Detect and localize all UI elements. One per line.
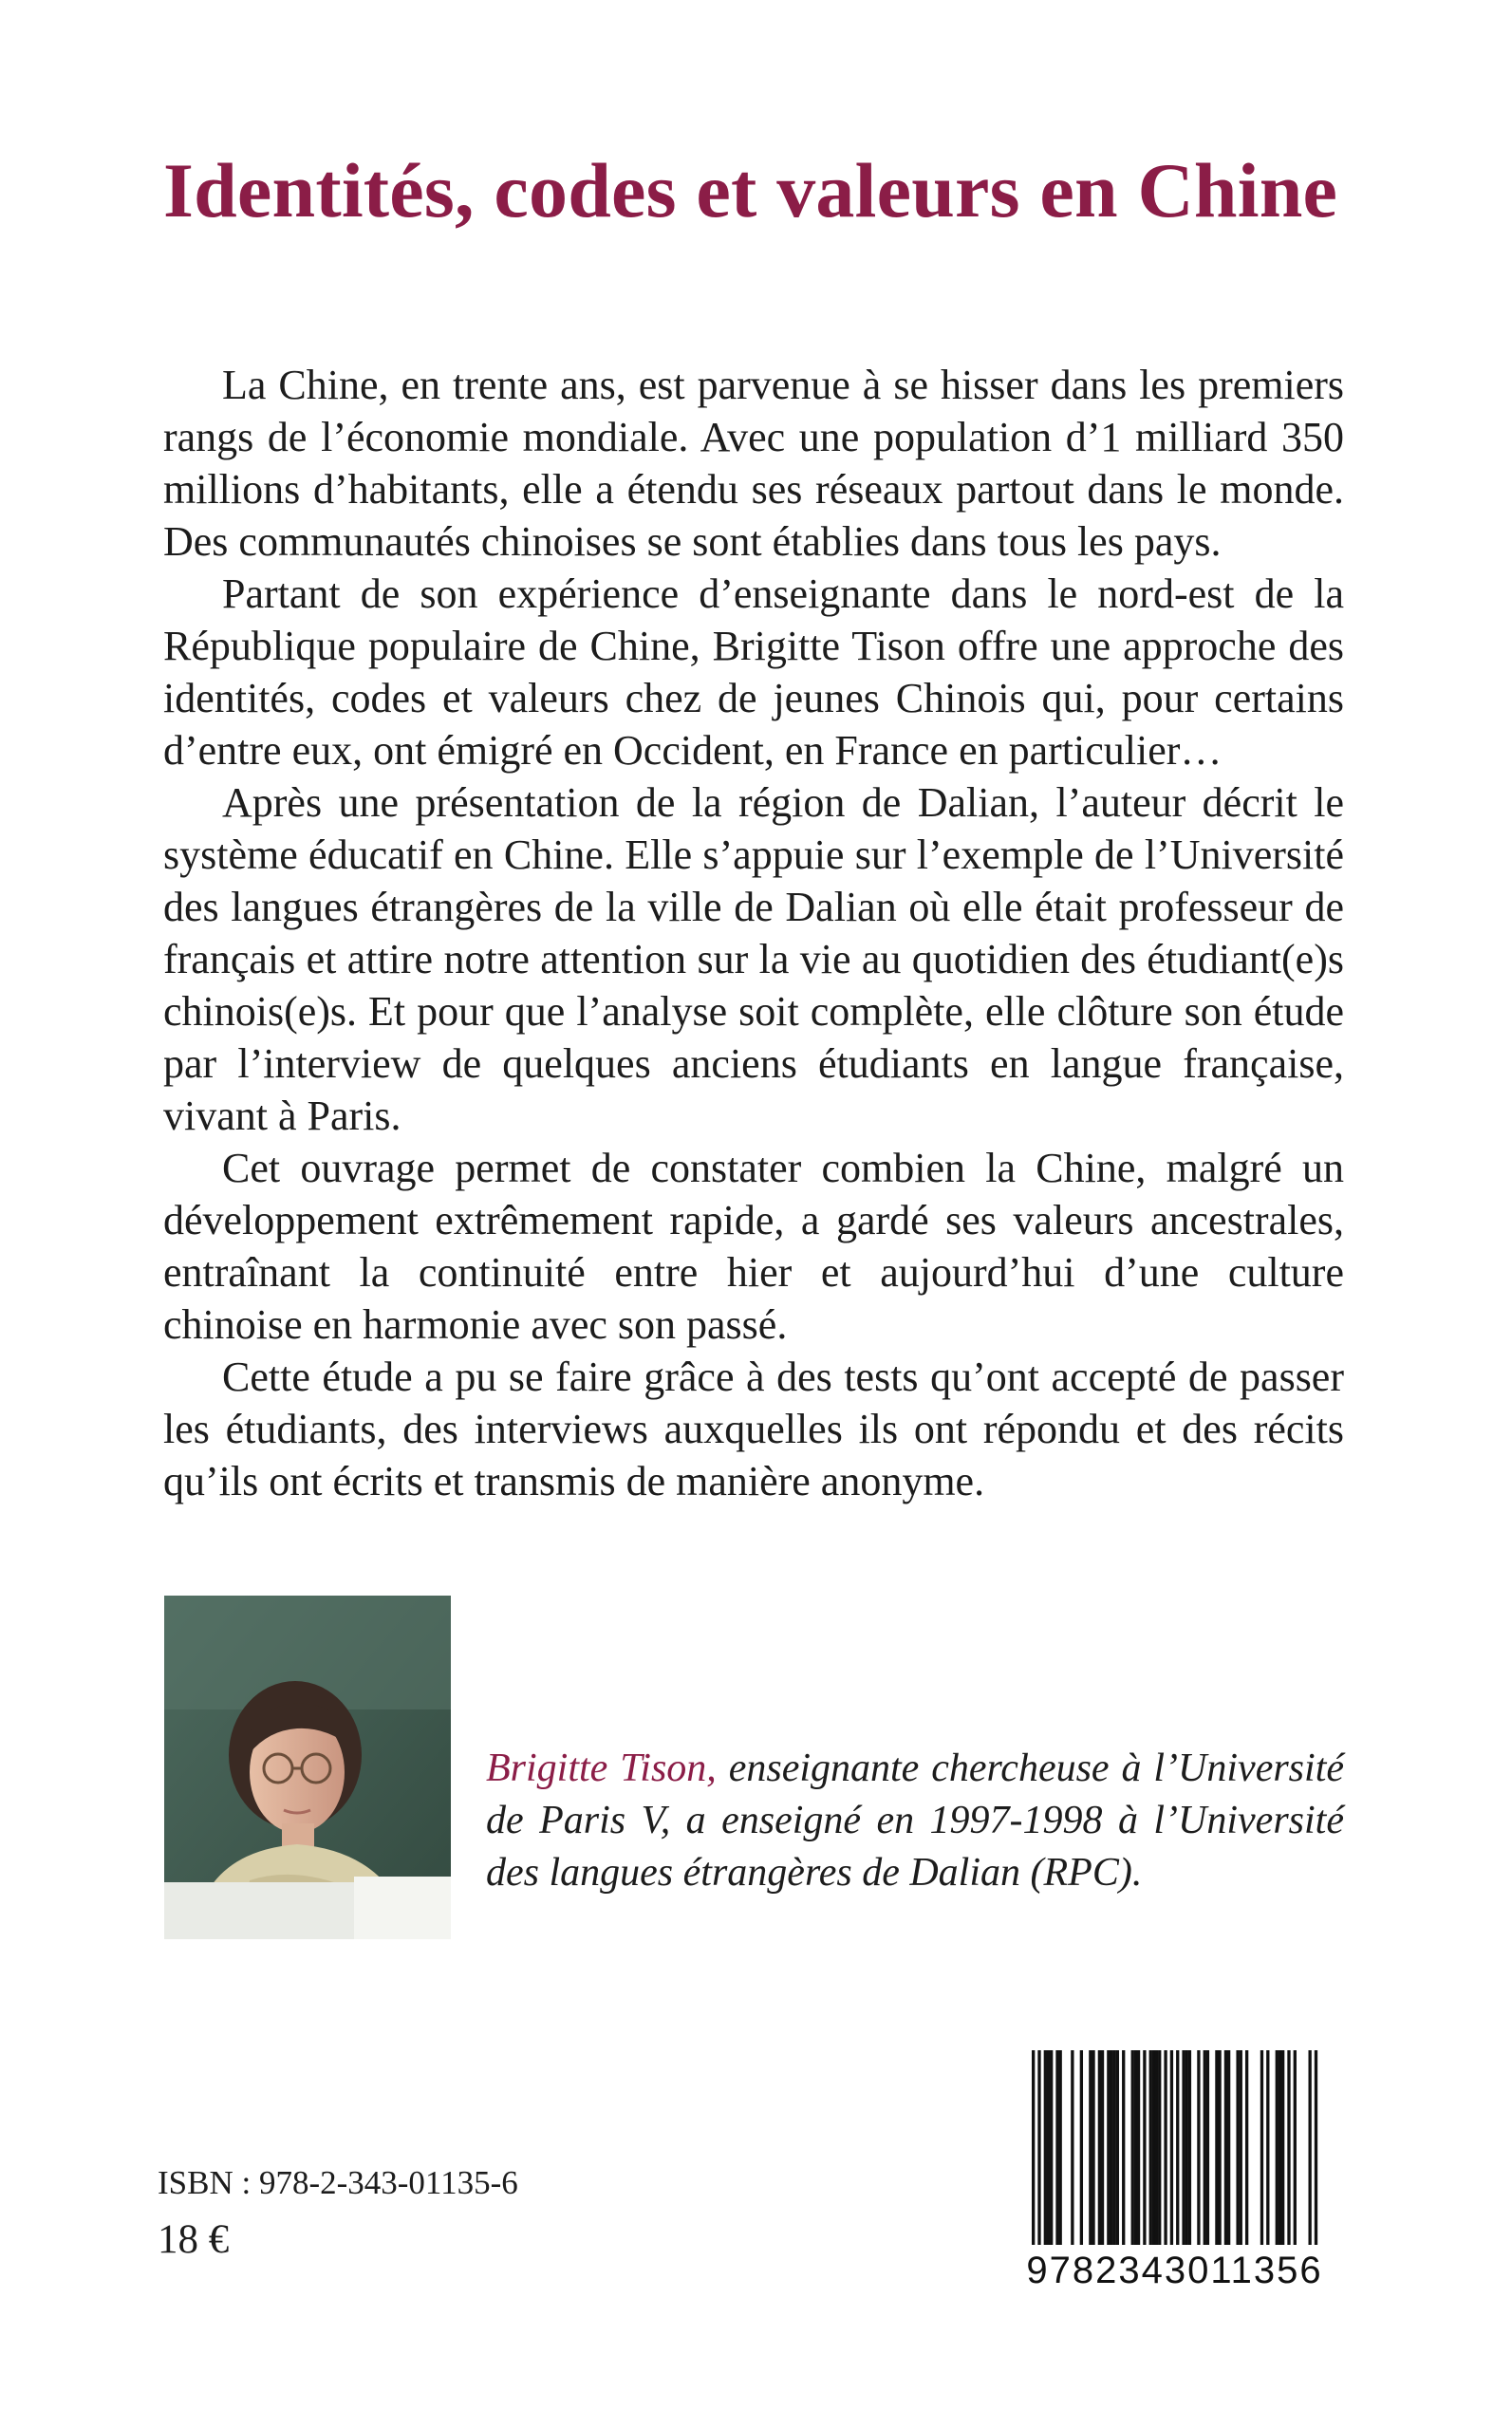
barcode-bar bbox=[1164, 2050, 1167, 2245]
barcode-bar bbox=[1176, 2050, 1179, 2245]
barcode-bar bbox=[1143, 2050, 1146, 2245]
barcode-bar bbox=[1281, 2050, 1284, 2245]
barcode-bar bbox=[1155, 2050, 1158, 2245]
barcode-bar bbox=[1149, 2050, 1152, 2245]
barcode-bar bbox=[1206, 2050, 1209, 2245]
barcode-bar bbox=[1158, 2050, 1161, 2245]
barcode-bar bbox=[1215, 2050, 1218, 2245]
barcode-bar bbox=[1107, 2050, 1110, 2245]
barcode-bar bbox=[1266, 2050, 1269, 2245]
barcode-bar bbox=[1122, 2050, 1125, 2245]
author-photo bbox=[164, 1596, 451, 1939]
barcode-bar bbox=[1227, 2050, 1230, 2245]
price-label: 18 € bbox=[158, 2217, 230, 2262]
blurb-paragraph: Cet ouvrage permet de constater combien la Chine, malgré un développement extrêmement rapide, a gardé ses valeurs ancestrales, entraînant la continuité entre hier et aujourd’hui d’une culture chinoise en harmonie avec son passé. bbox=[163, 1145, 1344, 1348]
barcode-bar bbox=[1218, 2050, 1221, 2245]
isbn-label: ISBN : 978-2-343-01135-6 bbox=[158, 2164, 518, 2201]
barcode-bar bbox=[1170, 2050, 1173, 2245]
back-cover-blurb bbox=[163, 359, 1344, 1507]
barcode-bar bbox=[1113, 2050, 1116, 2245]
blurb-paragraph: La Chine, en trente ans, est parvenue à se hisser dans les premiers rangs de l’économie mondiale. Avec une population d’1 milliard 350 millions d’habitants, elle a étendu ses réseaux partout dans le monde. Des communautés chinoises se sont établies dans tous les pays. bbox=[163, 362, 1344, 565]
barcode-bar bbox=[1080, 2050, 1083, 2245]
barcode-bar bbox=[1110, 2050, 1112, 2245]
author-portrait-illustration bbox=[164, 1596, 451, 1939]
barcode-bar bbox=[1101, 2050, 1104, 2245]
barcode-bar bbox=[1152, 2050, 1155, 2245]
blurb-paragraph: Partant de son expérience d’enseignante dans le nord-est de la République populaire de Chine, Brigitte Tison offre une approche des identités, codes et valeurs chez de jeunes Chinois qui, pour certains d’entre eux, ont émigré en Occident, en France en particulier… bbox=[163, 570, 1344, 774]
barcode-bar bbox=[1059, 2050, 1062, 2245]
barcode-bar bbox=[1260, 2050, 1263, 2245]
barcode-bar bbox=[1188, 2050, 1191, 2245]
blurb-paragraph: Après une présentation de la région de Dalian, l’auteur décrit le système éducatif en Chine. Elle s’appuie sur l’exemple de l’Université des langues étrangères de la ville de Dalian où elle était professeur de français et attire notre attention sur la vie au quotidien des étudiant(e)s chinois(e)s. Et pour que l’analyse soit complète, elle clôture son étude par l’interview de quelques anciens étudiants en langue française, vivant à Paris. bbox=[163, 779, 1344, 1139]
barcode-bar bbox=[1055, 2050, 1058, 2245]
barcode-bar bbox=[1197, 2050, 1200, 2245]
barcode-bar bbox=[1182, 2050, 1185, 2245]
barcode-bar bbox=[1037, 2050, 1040, 2245]
barcode-bar bbox=[1092, 2050, 1094, 2245]
barcode-bar bbox=[1185, 2050, 1188, 2245]
barcode-bar bbox=[1279, 2050, 1281, 2245]
barcode-bar bbox=[1236, 2050, 1239, 2245]
author-bio-text: enseignante chercheuse à l’Université de Paris V, a enseigné en 1997-1998 à l’Université des langues étrangères de Dalian (RPC). bbox=[486, 1747, 1345, 1895]
barcode-bar bbox=[1116, 2050, 1119, 2245]
barcode bbox=[1011, 2050, 1338, 2316]
author-bio bbox=[486, 1743, 1344, 1899]
author-name: Brigitte Tison, bbox=[486, 1747, 717, 1790]
barcode-bar bbox=[1245, 2050, 1248, 2245]
barcode-bar bbox=[1134, 2050, 1137, 2245]
barcode-bar bbox=[1276, 2050, 1279, 2245]
blurb-paragraph: Cette étude a pu se faire grâce à des tests qu’ont accepté de passer les étudiants, des interviews auxquelles ils ont répondu et des récits qu’ils ont écrits et transmis de manière anonyme. bbox=[163, 1354, 1344, 1504]
barcode-bar bbox=[1240, 2050, 1242, 2245]
barcode-bar bbox=[1050, 2050, 1053, 2245]
barcode-bar bbox=[1294, 2050, 1297, 2245]
book-title: Identités, codes et valeurs en Chine bbox=[163, 147, 1338, 234]
barcode-bar bbox=[1098, 2050, 1101, 2245]
barcode-bar bbox=[1032, 2050, 1035, 2245]
barcode-bars bbox=[1011, 2050, 1338, 2245]
barcode-bar bbox=[1047, 2050, 1050, 2245]
barcode-bar bbox=[1137, 2050, 1140, 2245]
barcode-digits: 9782343011356 bbox=[1026, 2250, 1323, 2291]
barcode-bar bbox=[1071, 2050, 1073, 2245]
barcode-bar bbox=[1224, 2050, 1227, 2245]
barcode-bar bbox=[1315, 2050, 1317, 2245]
barcode-bar bbox=[1089, 2050, 1092, 2245]
barcode-bar bbox=[1287, 2050, 1290, 2245]
barcode-bar bbox=[1204, 2050, 1206, 2245]
barcode-bar bbox=[1044, 2050, 1047, 2245]
barcode-bar bbox=[1308, 2050, 1311, 2245]
barcode-bar bbox=[1131, 2050, 1134, 2245]
